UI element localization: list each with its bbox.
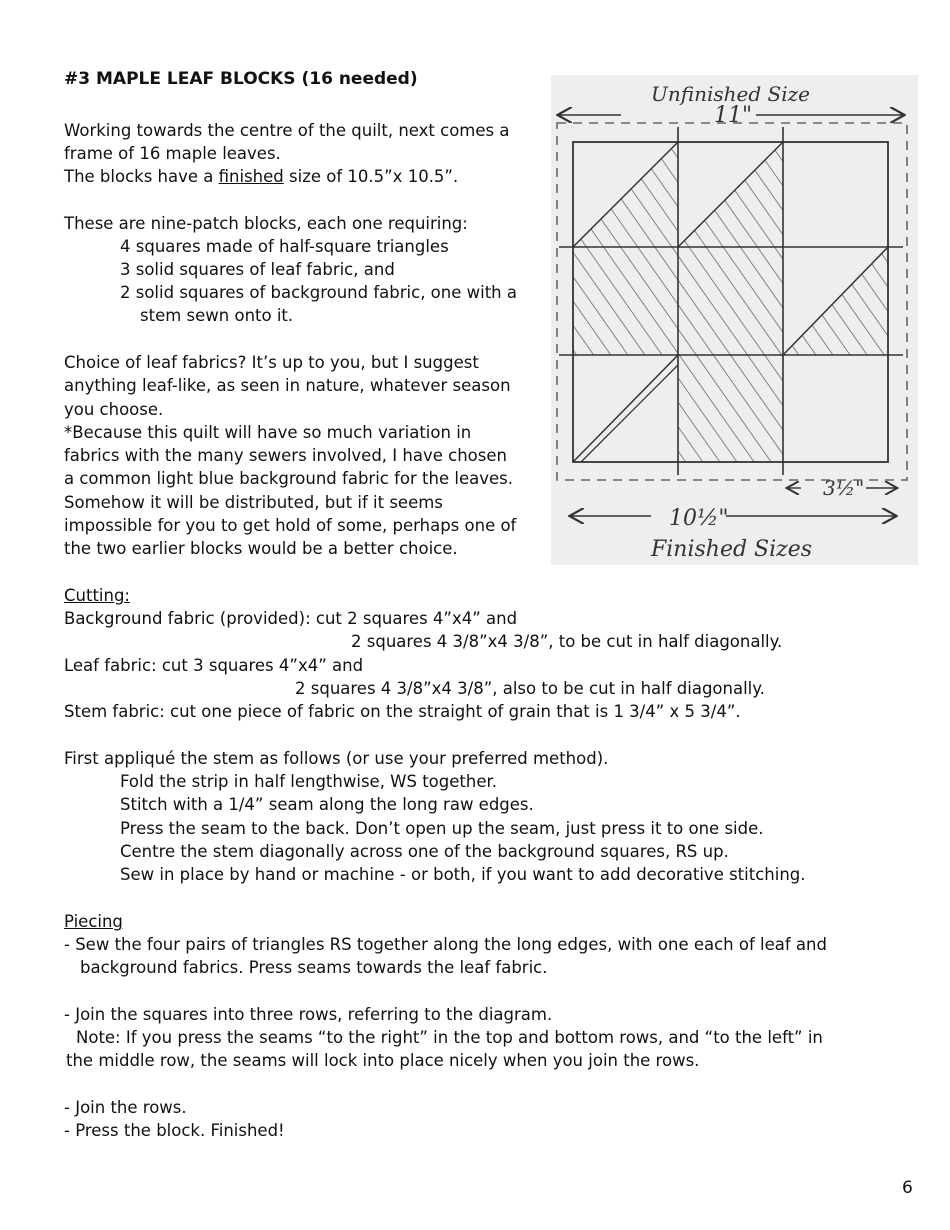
applique-step: Press the seam to the back. Don’t open up the seam, just press it to one side. bbox=[120, 819, 764, 838]
cutting-line: 2 squares 4 3/8”x4 3/8”, to be cut in half diagonally. bbox=[351, 632, 783, 651]
finished-sizes-label: Finished Sizes bbox=[651, 537, 813, 562]
choice-line: a common light blue background fabric for the leaves. bbox=[64, 469, 513, 488]
choice-line: *Because this quilt will have so much variation in bbox=[64, 423, 472, 442]
ninepatch-item-cont: stem sewn onto it. bbox=[140, 306, 294, 325]
intro-text: The blocks have a bbox=[64, 167, 219, 186]
ninepatch-lead: These are nine-patch blocks, each one requiring: bbox=[64, 214, 468, 233]
ninepatch-item: 3 solid squares of leaf fabric, and bbox=[120, 260, 395, 279]
unfinished-size-label: Unfinished Size bbox=[651, 82, 810, 106]
piecing-line: - Sew the four pairs of triangles RS together along the long edges, with one each of leaf and bbox=[64, 935, 827, 954]
finished-emphasis: finished bbox=[218, 167, 284, 186]
ninepatch-item: 2 solid squares of background fabric, one with a bbox=[120, 283, 517, 302]
applique-step: Stitch with a 1/4” seam along the long raw edges. bbox=[120, 795, 534, 814]
intro-line bbox=[64, 165, 458, 188]
choice-line: impossible for you to get hold of some, perhaps one of bbox=[64, 516, 517, 535]
leaf-square bbox=[678, 355, 783, 462]
piecing-line: - Press the block. Finished! bbox=[64, 1121, 285, 1140]
piecing-line: the middle row, the seams will lock into place nicely when you join the rows. bbox=[66, 1051, 700, 1070]
applique-lead: First appliqué the stem as follows (or use your preferred method). bbox=[64, 749, 609, 768]
intro-line: frame of 16 maple leaves. bbox=[64, 144, 281, 163]
finished-dimension: 10½" bbox=[669, 506, 729, 531]
piecing-line: Note: If you press the seams “to the right” in the top and bottom rows, and “to the left” in bbox=[76, 1028, 823, 1047]
side-dimension: 3½" bbox=[823, 476, 865, 500]
section-title: #3 MAPLE LEAF BLOCKS (16 needed) bbox=[64, 69, 418, 89]
choice-line: fabrics with the many sewers involved, I have chosen bbox=[64, 446, 507, 465]
applique-step: Sew in place by hand or machine - or both, if you want to add decorative stitching. bbox=[120, 865, 806, 884]
piecing-line: - Join the rows. bbox=[64, 1098, 187, 1117]
cutting-line: Stem fabric: cut one piece of fabric on the straight of grain that is 1 3/4” x 5 3/4”. bbox=[64, 702, 741, 721]
applique-step: Fold the strip in half lengthwise, WS together. bbox=[120, 772, 497, 791]
ninepatch-item: 4 squares made of half-square triangles bbox=[120, 237, 449, 256]
choice-line: the two earlier blocks would be a better choice. bbox=[64, 539, 458, 558]
leaf-square bbox=[678, 247, 783, 355]
choice-line: Choice of leaf fabrics? It’s up to you, but I suggest bbox=[64, 353, 479, 372]
page-number: 6 bbox=[902, 1178, 913, 1198]
cutting-line: Leaf fabric: cut 3 squares 4”x4” and bbox=[64, 656, 364, 675]
applique-step: Centre the stem diagonally across one of the background squares, RS up. bbox=[120, 842, 729, 861]
piecing-line: - Join the squares into three rows, referring to the diagram. bbox=[64, 1005, 553, 1024]
unfinished-dimension: 11" bbox=[714, 103, 753, 128]
piecing-heading: Piecing bbox=[64, 912, 123, 931]
maple-leaf-diagram bbox=[551, 75, 918, 565]
leaf-square bbox=[573, 247, 678, 355]
choice-line: anything leaf-like, as seen in nature, whatever season bbox=[64, 376, 511, 395]
intro-text: size of 10.5”x 10.5”. bbox=[283, 167, 459, 186]
stem-diagonal bbox=[573, 355, 678, 462]
stem-diagonal bbox=[581, 365, 678, 462]
piecing-line: background fabrics. Press seams towards the leaf fabric. bbox=[80, 958, 548, 977]
cutting-line: Background fabric (provided): cut 2 squares 4”x4” and bbox=[64, 609, 518, 628]
intro-line: Working towards the centre of the quilt, next comes a bbox=[64, 121, 510, 140]
cutting-line: 2 squares 4 3/8”x4 3/8”, also to be cut in half diagonally. bbox=[295, 679, 765, 698]
choice-line: you choose. bbox=[64, 400, 164, 419]
choice-line: Somehow it will be distributed, but if it seems bbox=[64, 493, 443, 512]
cutting-heading: Cutting: bbox=[64, 586, 130, 605]
